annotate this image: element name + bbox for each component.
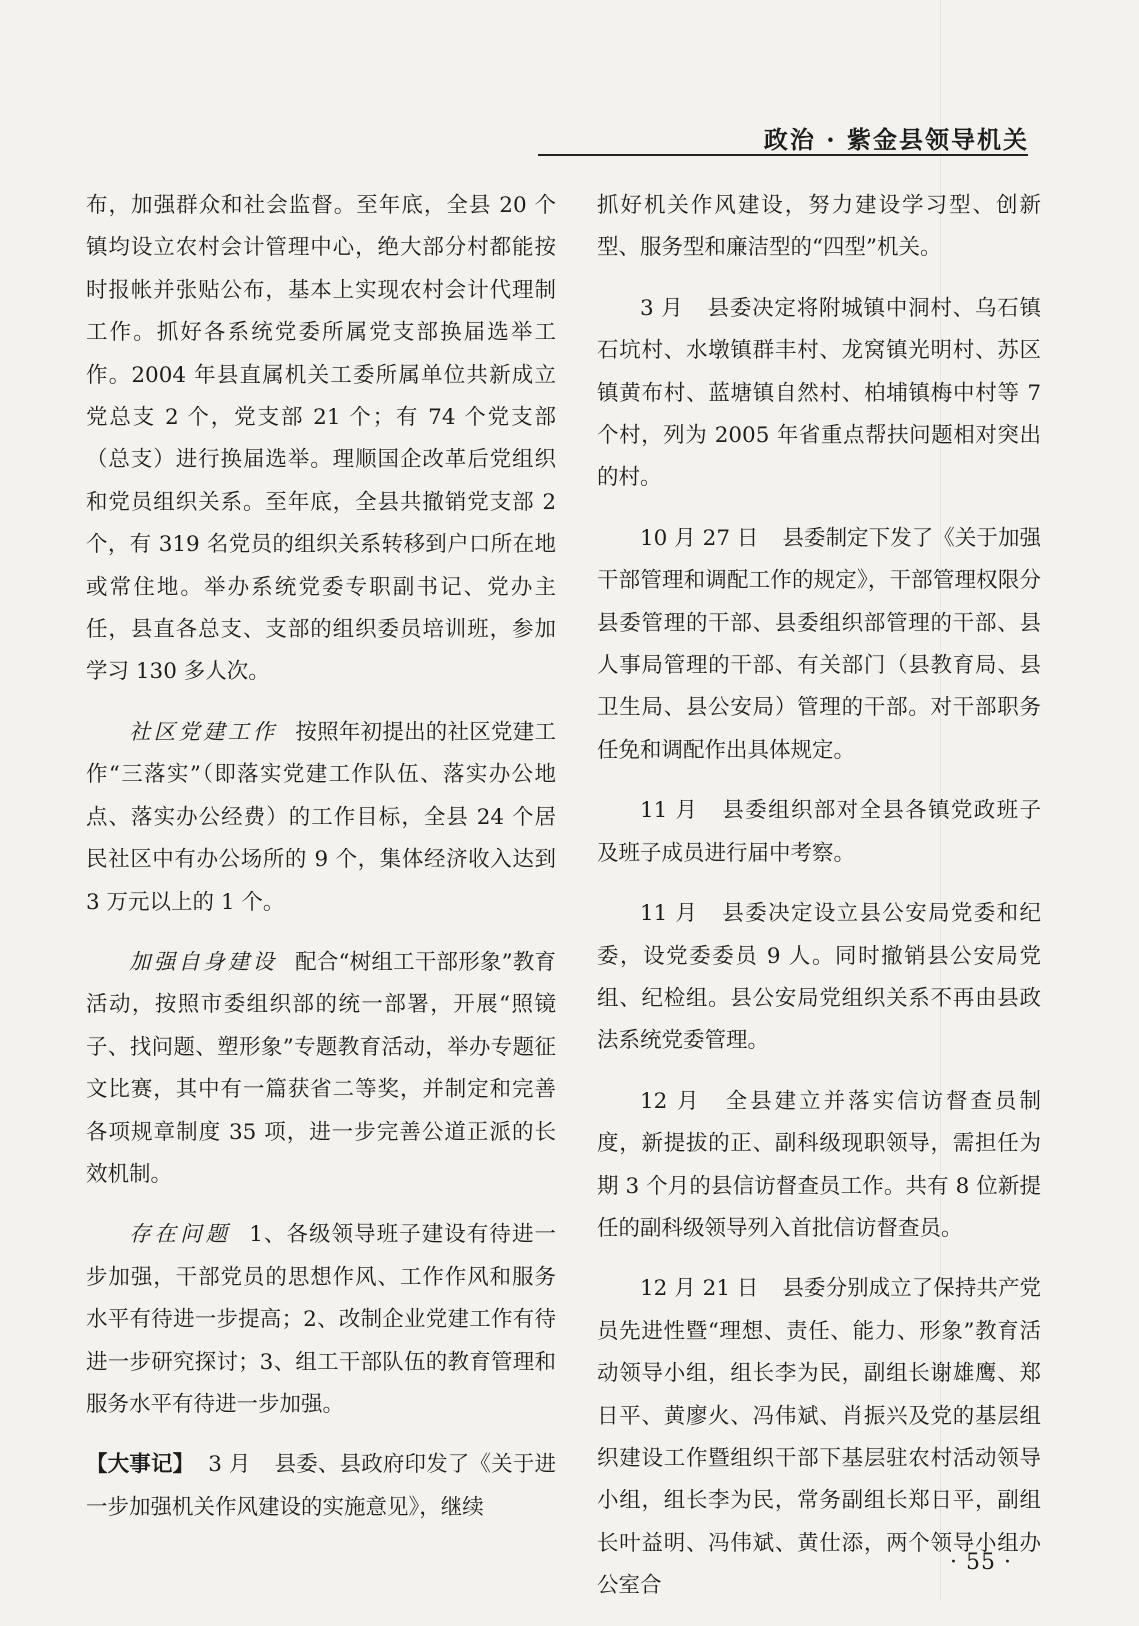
paragraph: 社区党建工作 按照年初提出的社区党建工作“三落实”（即落实党建工作队伍、落实办公地点、落实办公经费）的工作目标，全县 24 个居民社区中有办公场所的 9 个，集体经济收入达到 3 万元以上的 1 个。 <box>86 719 556 915</box>
entry-date: 11 月 <box>640 798 699 824</box>
event-entry: 11 月 县委组织部对全县各镇党政班子及班子成员进行届中考察。 <box>597 798 1041 866</box>
event-entry: 10 月 27 日 县委制定下发了《关于加强干部管理和调配工作的规定》，干部管理权限分县委管理的干部、县委组织部管理的干部、县人事局管理的干部、有关部门（县教育局、县卫生局、县公安局）管理的干部。对干部职务任免和调配作出具体规定。 <box>597 525 1041 763</box>
paragraph: 【大事记】 3 月 县委、县政府印发了《关于进一步加强机关作风建设的实施意见》，继续 <box>86 1452 556 1520</box>
event-entry: 11 月 县委决定设立县公安局党委和纪委，设党委委员 9 人。同时撤销县公安局党组、纪检组。县公安局党组织关系不再由县政法系统党委管理。 <box>597 901 1041 1054</box>
entry-date: 11 月 <box>640 901 699 927</box>
paragraph: 存在问题 1、各级领导班子建设有待进一步加强，干部党员的思想作风、工作作风和服务水平有待进一步提高；2、改制企业党建工作有待进一步研究探讨；3、组工干部队伍的教育管理和服务水平有待进一步加强。 <box>86 1222 556 1417</box>
paragraph: 布，加强群众和社会监督。至年底，全县 20 个镇均设立农村会计管理中心，绝大部分村都能按时报帐并张贴公布，基本上实现农村会计代理制工作。抓好各系统党委所属党支部换届选举工作。2004 年县直属机关工委所属单位共新成立党总支 2 个，党支部 21 个；有 74 个党支部（总支）进行换届选举。理顺国企改革后党组织和党员组织关系。至年底，全县共撤销党支部 2 个，有 319 名党员的组织关系转移到户口所在地或常住地。举办系统党委专职副书记、党办主任，县直各总支、支部的组织委员培训班，参加学习 130 多人次。 <box>86 193 556 685</box>
section-keyword: 存在问题 <box>129 1222 232 1248</box>
entry-date: 10 月 27 日 <box>640 525 759 551</box>
section-keyword: 加强自身建设 <box>129 949 278 975</box>
event-entry: 12 月 21 日 县委分别成立了保持共产党员先进性暨“理想、责任、能力、形象”教育活动领导小组，组长李为民，副组长谢雄鹰、郑日平、黄廖火、冯伟斌、肖振兴及党的基层组织建设工作暨组织干部下基层驻农村活动领导小组，组长李为民，常务副组长郑日平，副组长叶益明、冯伟斌、黄仕添，两个领导小组办公室合 <box>597 1276 1041 1599</box>
entry-date: 3 月 <box>208 1452 251 1478</box>
event-entry: 3 月 县委决定将附城镇中洞村、乌石镇石坑村、水墩镇群丰村、龙窝镇光明村、苏区镇黄布村、蓝塘镇自然村、柏埔镇梅中村等 7 个村，列为 2005 年省重点帮扶问题相对突出的村。 <box>597 295 1041 491</box>
paragraph: 加强自身建设 配合“树组工干部形象”教育活动，按照市委组织部的统一部署，开展“照镜子、找问题、塑形象”专题教育活动，举办专题征文比赛，其中有一篇获省二等奖，并制定和完善各项规章制度 35 项，进一步完善公道正派的长效机制。 <box>86 949 556 1187</box>
entry-date: 3 月 <box>640 295 684 321</box>
entry-date: 12 月 <box>640 1088 702 1114</box>
section-keyword: 社区党建工作 <box>129 719 278 745</box>
page-number: · 55 · <box>950 1550 1012 1575</box>
event-entry: 12 月 全县建立并落实信访督查员制度，新提拔的正、副科级现职领导，需担任为期 3 个月的县信访督查员工作。共有 8 位新提任的副科级领导列入首批信访督查员。 <box>597 1088 1041 1241</box>
right-column <box>597 185 1041 1626</box>
header-rule <box>538 154 1028 156</box>
left-column <box>86 185 556 1547</box>
paragraph: 抓好机关作风建设，努力建设学习型、创新型、服务型和廉洁型的“四型”机关。 <box>597 193 1041 261</box>
running-header: 政治 · 紫金县领导机关 <box>763 125 1029 154</box>
entry-date: 12 月 21 日 <box>640 1276 759 1302</box>
section-heading: 【大事记】 <box>86 1452 195 1478</box>
